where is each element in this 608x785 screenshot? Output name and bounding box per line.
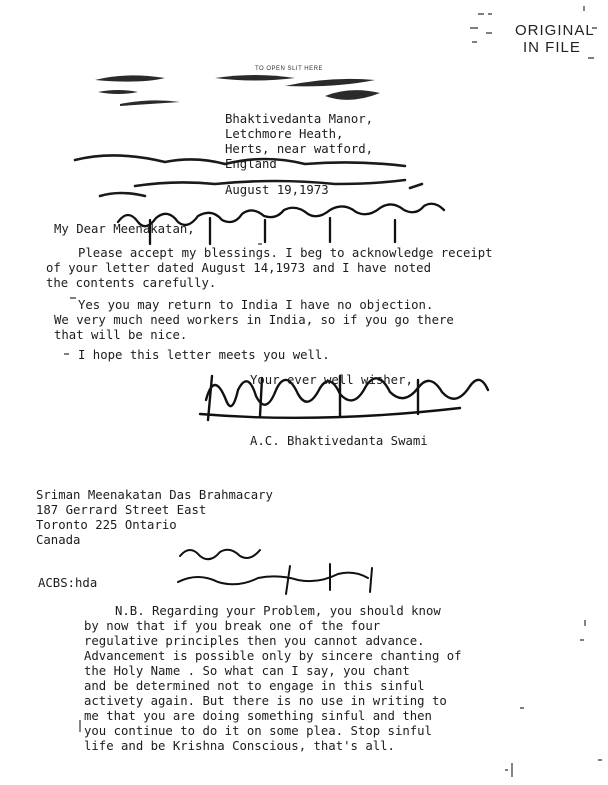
address-line-2: Letchmore Heath, bbox=[225, 127, 344, 141]
address-line-3: Herts, near watford, bbox=[225, 142, 374, 156]
original-stamp bbox=[515, 22, 595, 56]
ps-line-9: you continue to do it on some plea. Stop sinful bbox=[84, 724, 432, 738]
salutation: My Dear Meenakatan, bbox=[54, 222, 195, 236]
valediction: Your ever well wisher, bbox=[250, 373, 413, 387]
envelope-note: TO OPEN SLIT HERE bbox=[255, 66, 323, 72]
body-p1-line3: the contents carefully. bbox=[46, 276, 217, 290]
ps-line-4: Advancement is possible only by sincere chanting of bbox=[84, 649, 462, 663]
recipient-line-2: 187 Gerrard Street East bbox=[36, 503, 207, 517]
recipient-line-3: Toronto 225 Ontario bbox=[36, 518, 177, 532]
address-line-4: England bbox=[225, 157, 277, 171]
ps-line-8: me that you are doing something sinful and then bbox=[84, 709, 432, 723]
recipient-line-4: Canada bbox=[36, 533, 81, 547]
ps-line-5: the Holy Name . So what can I say, you chant bbox=[84, 664, 410, 678]
reference-initials: ACBS:hda bbox=[38, 576, 98, 590]
body-p2-line1: Yes you may return to India I have no objection. bbox=[78, 298, 434, 312]
ps-line-2: by now that if you break one of the four bbox=[84, 619, 381, 633]
ps-line-6: and be determined not to engage in this sinful bbox=[84, 679, 425, 693]
body-p3: I hope this letter meets you well. bbox=[78, 348, 330, 362]
body-p2-line3: that will be nice. bbox=[54, 328, 188, 342]
stamp-line-1: ORIGINAL bbox=[515, 22, 595, 39]
body-p1-line1: Please accept my blessings. I beg to acknowledge receipt bbox=[78, 246, 493, 260]
body-p1-line2: of your letter dated August 14,1973 and I have noted bbox=[46, 261, 431, 275]
ps-line-7: activety again. But there is no use in writing to bbox=[84, 694, 447, 708]
body-p2-line2: We very much need workers in India, so if you go there bbox=[54, 313, 454, 327]
letter-date: August 19,1973 bbox=[225, 183, 329, 197]
stamp-line-2: IN FILE bbox=[523, 39, 581, 56]
ps-line-1: N.B. Regarding your Problem, you should know bbox=[115, 604, 441, 618]
ps-line-10: life and be Krishna Conscious, that's all. bbox=[84, 739, 395, 753]
address-line-1: Bhaktivedanta Manor, bbox=[225, 112, 374, 126]
signer-name: A.C. Bhaktivedanta Swami bbox=[250, 434, 428, 448]
ps-line-3: regulative principles then you cannot advance. bbox=[84, 634, 425, 648]
recipient-line-1: Sriman Meenakatan Das Brahmacary bbox=[36, 488, 273, 502]
